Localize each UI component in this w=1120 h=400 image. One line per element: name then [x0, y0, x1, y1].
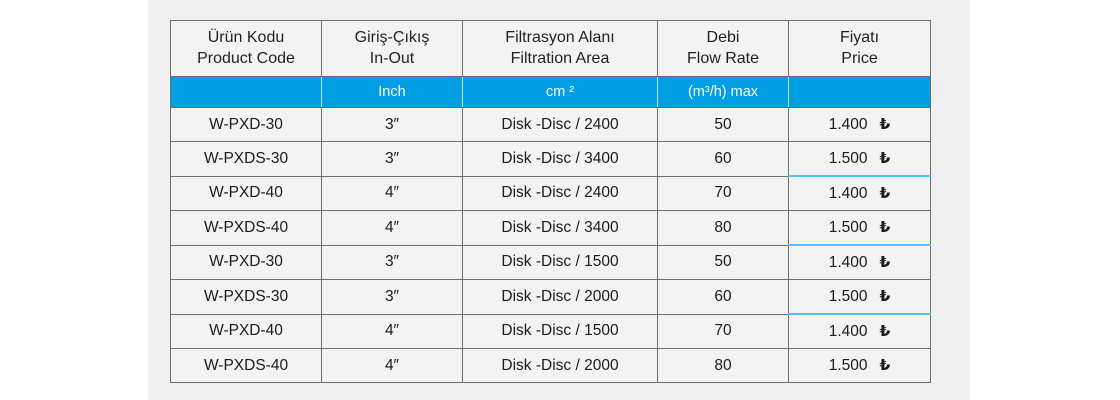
- price-cell: [789, 176, 931, 211]
- turkish-lira-icon: ₺: [879, 185, 891, 202]
- filtration-area-cell: Disk -Disc / 2000: [463, 280, 658, 315]
- flow-rate-cell: 80: [658, 211, 789, 246]
- in-out-cell: 3″: [322, 280, 463, 315]
- units-row: [171, 77, 931, 108]
- price-cell: [789, 142, 931, 177]
- price-value: 1.500: [828, 150, 868, 167]
- col-title-en: Price: [841, 49, 878, 67]
- col-header-filtration-area: [463, 21, 658, 77]
- price-value: 1.500: [828, 219, 868, 236]
- product-code-cell: W-PXD-30: [171, 245, 322, 280]
- unit-cell-inch: Inch: [322, 77, 463, 108]
- product-code-cell: W-PXD-40: [171, 176, 322, 211]
- flow-rate-cell: 50: [658, 245, 789, 280]
- turkish-lira-icon: ₺: [879, 254, 891, 271]
- turkish-lira-icon: ₺: [879, 219, 891, 236]
- filtration-area-cell: Disk -Disc / 1500: [463, 245, 658, 280]
- turkish-lira-icon: ₺: [879, 288, 891, 305]
- table-row: [171, 108, 931, 142]
- unit-cell-product-code: [171, 77, 322, 108]
- col-header-price: [789, 21, 931, 77]
- table-header-row: [171, 21, 931, 77]
- flow-rate-cell: 50: [658, 108, 789, 142]
- flow-rate-cell: 80: [658, 349, 789, 383]
- col-title-en: Flow Rate: [686, 49, 760, 67]
- product-code-cell: W-PXD-40: [171, 314, 322, 349]
- turkish-lira-icon: ₺: [879, 323, 891, 340]
- table-row: [171, 211, 931, 246]
- product-code-cell: W-PXDS-40: [171, 211, 322, 246]
- turkish-lira-icon: ₺: [879, 357, 891, 374]
- unit-cell-cm2: cm ²: [463, 77, 658, 108]
- price-value: 1.400: [828, 185, 868, 202]
- price-value: 1.400: [828, 116, 868, 133]
- flow-rate-cell: 70: [658, 176, 789, 211]
- price-value: 1.500: [828, 357, 868, 374]
- turkish-lira-icon: ₺: [879, 116, 891, 133]
- price-cell: [789, 245, 931, 280]
- col-title-tr: Debi: [706, 29, 740, 47]
- table-row: [171, 314, 931, 349]
- filtration-area-cell: Disk -Disc / 1500: [463, 314, 658, 349]
- in-out-cell: 3″: [322, 245, 463, 280]
- unit-cell-price: [789, 77, 931, 108]
- filtration-area-cell: Disk -Disc / 2400: [463, 108, 658, 142]
- turkish-lira-icon: ₺: [879, 150, 891, 167]
- in-out-cell: 3″: [322, 142, 463, 177]
- table-header: [171, 21, 931, 108]
- price-cell: [789, 349, 931, 383]
- col-header-product-code: [171, 21, 322, 77]
- price-value: 1.400: [828, 323, 868, 340]
- table-row: [171, 142, 931, 177]
- filtration-area-cell: Disk -Disc / 3400: [463, 211, 658, 246]
- in-out-cell: 4″: [322, 176, 463, 211]
- col-title-tr: Fiyatı: [839, 29, 880, 47]
- col-title-tr: Ürün Kodu: [207, 29, 285, 47]
- price-cell: [789, 108, 931, 142]
- product-code-cell: W-PXD-30: [171, 108, 322, 142]
- price-value: 1.400: [828, 254, 868, 271]
- table-row: [171, 280, 931, 315]
- col-title-en: Filtration Area: [510, 49, 610, 67]
- price-cell: [789, 280, 931, 315]
- table-row: [171, 176, 931, 211]
- flow-rate-cell: 70: [658, 314, 789, 349]
- flow-rate-cell: 60: [658, 142, 789, 177]
- col-header-in-out: [322, 21, 463, 77]
- flow-rate-cell: 60: [658, 280, 789, 315]
- price-cell: [789, 211, 931, 246]
- col-title-en: Product Code: [197, 49, 295, 67]
- col-title-tr: Filtrasyon Alanı: [505, 29, 615, 47]
- in-out-cell: 4″: [322, 211, 463, 246]
- col-title-en: In-Out: [369, 49, 415, 67]
- price-cell: [789, 314, 931, 349]
- in-out-cell: 4″: [322, 349, 463, 383]
- product-code-cell: W-PXDS-30: [171, 142, 322, 177]
- product-code-cell: W-PXDS-30: [171, 280, 322, 315]
- table-row: [171, 245, 931, 280]
- col-header-flow-rate: [658, 21, 789, 77]
- in-out-cell: 4″: [322, 314, 463, 349]
- table-row: [171, 349, 931, 383]
- col-title-tr: Giriş-Çıkış: [354, 29, 430, 47]
- in-out-cell: 3″: [322, 108, 463, 142]
- filtration-area-cell: Disk -Disc / 2400: [463, 176, 658, 211]
- product-code-cell: W-PXDS-40: [171, 349, 322, 383]
- unit-cell-m3h-max: (m³/h) max: [658, 77, 789, 108]
- table-body: [171, 108, 931, 383]
- filtration-area-cell: Disk -Disc / 3400: [463, 142, 658, 177]
- price-value: 1.500: [828, 288, 868, 305]
- filtration-area-cell: Disk -Disc / 2000: [463, 349, 658, 383]
- product-pricing-table: [170, 20, 931, 383]
